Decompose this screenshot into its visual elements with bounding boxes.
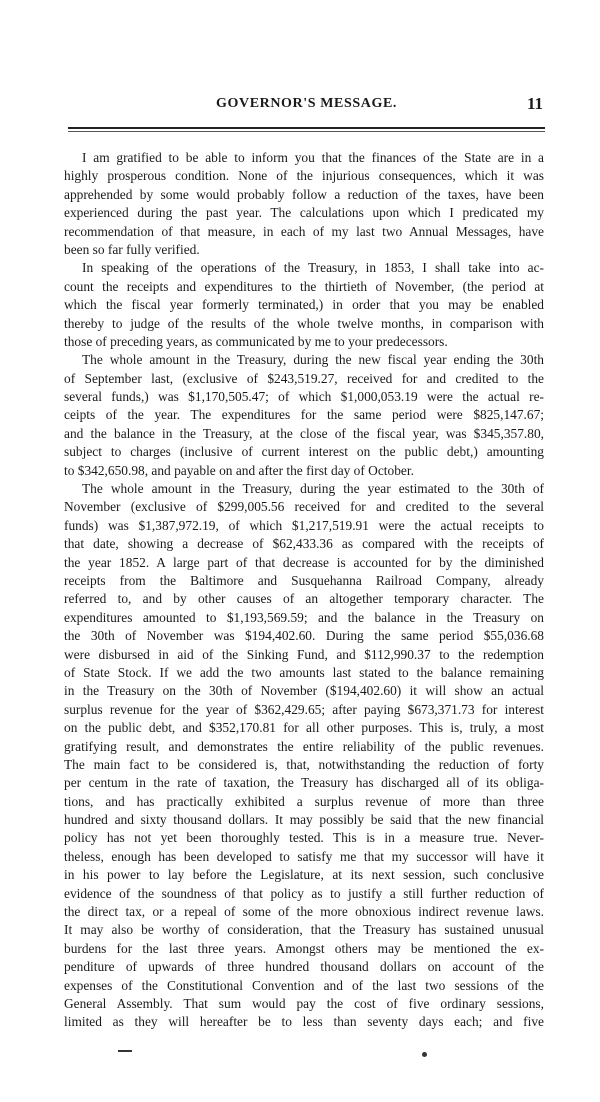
paragraph: [64, 480, 544, 1032]
text-line: The whole amount in the Treasury, during the new fiscal year ending the 30th: [82, 352, 544, 368]
text-line: recommendation of that measure, in each of my last two Annual Messages, have: [64, 223, 544, 239]
text-line: in the Treasury on the 30th of November ($194,402.60) it will show an actual: [64, 683, 544, 699]
text-line: and the balance in the Treasury, at the close of the fiscal year, was $345,357.80,: [64, 425, 544, 441]
text-line: surplus revenue for the year of $362,429.65; after paying $673,371.73 for interest: [64, 701, 544, 717]
text-line: subject to charges (inclusive of current interest on the public debt,) amounting: [64, 444, 544, 460]
text-line: policy has not yet been thoroughly tested. This is in a measure true. Never-: [64, 830, 544, 846]
text-line: limited as they will hereafter be to less than seventy days each; and five: [64, 1014, 544, 1030]
text-line: I am gratified to be able to inform you that the finances of the State are in a: [82, 150, 544, 165]
print-mark: [118, 1050, 132, 1052]
text-line: referred to, and by other causes of an altogether temporary character. The: [64, 591, 544, 607]
text-line: In speaking of the operations of the Treasury, in 1853, I shall take into ac-: [82, 260, 544, 276]
text-line: on the public debt, and $352,170.81 for all other purposes. This is, truly, a most: [64, 720, 544, 736]
text-line: evidence of the soundness of that policy as to justify a still further reduction of: [64, 885, 544, 901]
text-line: expenses of the Constitutional Convention and of the last two sessions of the: [64, 977, 544, 993]
text-line: tions, and has practically exhibited a surplus revenue of more than three: [64, 793, 544, 809]
text-line: November (exclusive of $299,005.56 received for and credited to the several: [64, 499, 544, 515]
text-line: the year 1852. A large part of that decrease is accounted for by the diminished: [64, 554, 544, 570]
text-line: experienced during the past year. The calculations upon which I predicated my: [64, 205, 544, 221]
text-line: expenditures amounted to $1,193,569.59; and the balance in the Treasury on: [64, 609, 544, 625]
text-line: those of preceding years, as communicated by me to your predecessors.: [64, 333, 448, 349]
text-line: apprehended by some would probably follow a reduction of the taxes, have been: [64, 186, 544, 202]
text-line: to $342,650.98, and payable on and after the first day of October.: [64, 462, 414, 478]
text-line: of State Stock. If we add the two amounts last stated to the balance remaining: [64, 664, 544, 680]
running-head-title: GOVERNOR'S MESSAGE.: [216, 96, 397, 111]
text-line: highly prosperous condition. None of the injurious consequences, which it was: [64, 168, 544, 184]
text-line: that date, showing a decrease of $62,433.36 as compared with the receipts of: [64, 536, 544, 552]
text-line: theless, enough has been developed to satisfy me that my successor will have it: [64, 848, 544, 864]
paragraph: [64, 259, 544, 351]
header-rule-thin: [68, 131, 545, 132]
print-dot: [422, 1052, 427, 1057]
text-line: of September last, (exclusive of $243,519.27, received for and credited to the: [64, 370, 544, 386]
text-line: receipts from the Baltimore and Susquehanna Railroad Company, already: [64, 572, 544, 588]
text-line: in his power to lay before the Legislature, at its next session, such conclusive: [64, 867, 544, 883]
page-number: 11: [527, 94, 544, 113]
text-line: gratifying result, and demonstrates the entire reliability of the public revenues.: [64, 738, 544, 754]
text-line: the 30th of November was $194,402.60. During the same period $55,036.68: [64, 628, 544, 644]
paragraph: [64, 149, 544, 259]
text-line: burdens for the last three years. Amongst others may be mentioned the ex-: [64, 940, 544, 956]
header-rule: [68, 127, 545, 129]
text-line: several funds,) was $1,170,505.47; of which $1,000,053.19 were the actual re-: [64, 389, 544, 405]
text-line: per centum in the rate of taxation, the Treasury has discharged all of its obliga-: [64, 775, 544, 791]
text-line: ceipts of the year. The expenditures for the same period were $825,147.67;: [64, 407, 544, 423]
text-line: been so far fully verified.: [64, 241, 200, 257]
text-line: penditure of upwards of three hundred thousand dollars on account of the: [64, 959, 544, 975]
text-line: It may also be worthy of consideration, that the Treasury has sustained unusual: [64, 922, 544, 938]
text-line: were disbursed in aid of the Sinking Fund, and $112,990.37 to the redemption: [64, 646, 544, 662]
text-line: funds) was $1,387,972.19, of which $1,217,519.91 were the actual receipts to: [64, 517, 544, 533]
text-line: thereby to judge of the results of the whole twelve months, in comparison with: [64, 315, 544, 331]
text-line: count the receipts and expenditures to the thirtieth of November, (the period at: [64, 278, 544, 294]
text-line: which the fiscal year formerly terminated,) in order that you may be enabled: [64, 297, 544, 313]
paragraph: [64, 351, 544, 480]
text-line: The whole amount in the Treasury, during the year estimated to the 30th of: [82, 481, 544, 497]
text-line: hundred and sixty thousand dollars. It may possibly be said that the new financial: [64, 812, 544, 828]
body-text: [64, 149, 544, 1032]
text-line: the direct tax, or a repeal of some of the more obnoxious indirect revenue laws.: [64, 904, 544, 920]
text-line: General Assembly. That sum would pay the cost of five ordinary sessions,: [64, 995, 544, 1011]
text-line: The main fact to be considered is, that, notwithstanding the reduction of forty: [64, 756, 544, 772]
